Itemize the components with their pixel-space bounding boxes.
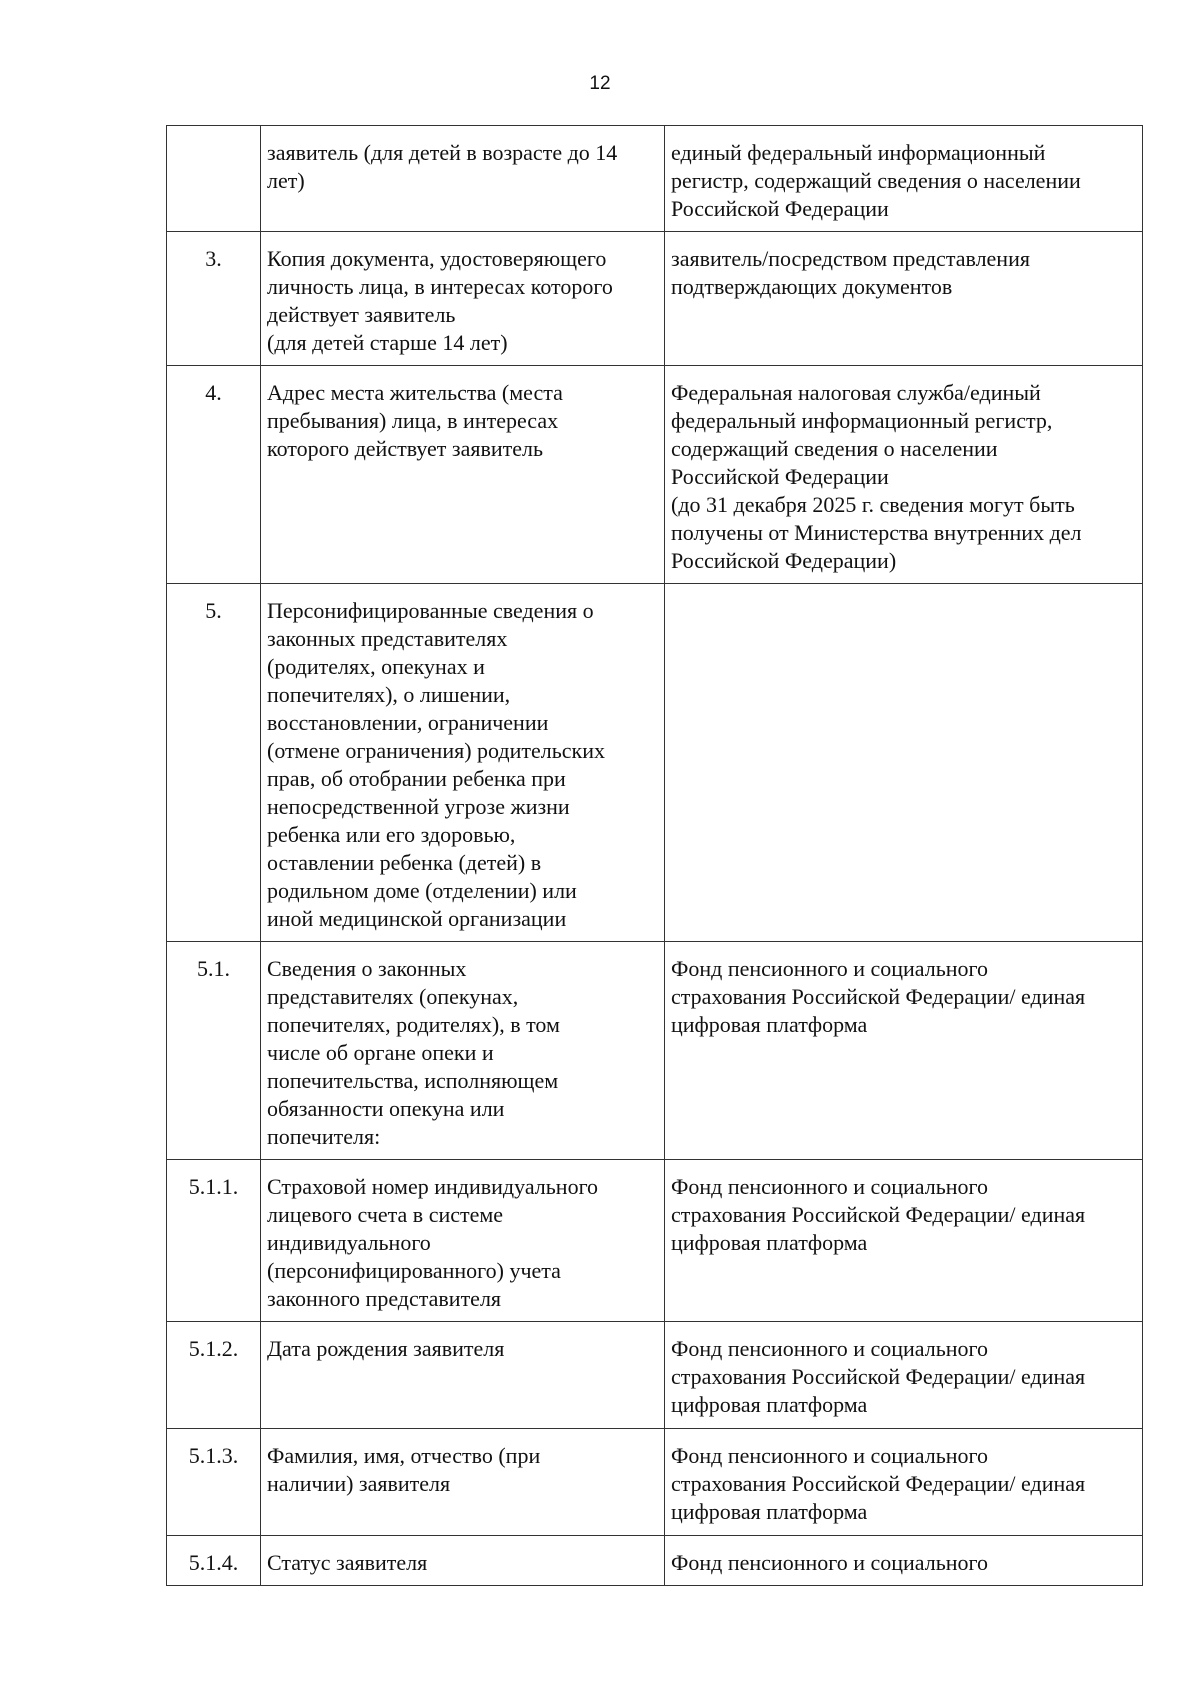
table-row: [167, 1322, 1143, 1429]
table-row: [167, 584, 1143, 942]
table-row: [167, 942, 1143, 1160]
table-row: [167, 1160, 1143, 1322]
row-number: 5.: [167, 584, 261, 942]
row-item: Сведения о законных представителях (опекунах, попечителях, родителях), в том числе об органе опеки и попечительства, исполняющем обязанности опекуна или попечителя:: [261, 942, 665, 1160]
row-item: Дата рождения заявителя: [261, 1322, 665, 1429]
row-item: Фамилия, имя, отчество (при наличии) заявителя: [261, 1429, 665, 1536]
row-source: Фонд пенсионного и социального страхования Российской Федерации/ единая цифровая платформа: [665, 942, 1143, 1160]
row-item: Персонифицированные сведения о законных представителях (родителях, опекунах и попечителях), о лишении, восстановлении, ограничении (отмене ограничения) родительских прав, об отобрании ребенка при непосредственной угрозе жизни ребенка или его здоровью, оставлении ребенка (детей) в родильном доме (отделении) или иной медицинской организации: [261, 584, 665, 942]
table-row: [167, 232, 1143, 366]
row-number: 5.1.: [167, 942, 261, 1160]
row-source: единый федеральный информационный регистр, содержащий сведения о населении Российской Федерации: [665, 126, 1143, 232]
row-number: 5.1.1.: [167, 1160, 261, 1322]
row-source: Федеральная налоговая служба/единый федеральный информационный регистр, содержащий сведения о населении Российской Федерации (до 31 декабря 2025 г. сведения могут быть получены от Министерства внутренних дел Российской Федерации): [665, 366, 1143, 584]
row-item: Статус заявителя: [261, 1536, 665, 1586]
row-item: Адрес места жительства (места пребывания) лица, в интересах которого действует заявитель: [261, 366, 665, 584]
row-item: Страховой номер индивидуального лицевого счета в системе индивидуального (персонифицированного) учета законного представителя: [261, 1160, 665, 1322]
table-row: [167, 366, 1143, 584]
page-number: 12: [589, 73, 611, 94]
row-source: Фонд пенсионного и социального: [665, 1536, 1143, 1586]
row-source: Фонд пенсионного и социального страхования Российской Федерации/ единая цифровая платформа: [665, 1429, 1143, 1536]
row-source: [665, 584, 1143, 942]
row-number: 5.1.2.: [167, 1322, 261, 1429]
row-number: [167, 126, 261, 232]
row-source: Фонд пенсионного и социального страхования Российской Федерации/ единая цифровая платформа: [665, 1322, 1143, 1429]
row-number: 4.: [167, 366, 261, 584]
row-item: Копия документа, удостоверяющего личность лица, в интересах которого действует заявитель (для детей старше 14 лет): [261, 232, 665, 366]
row-source: заявитель/посредством представления подтверждающих документов: [665, 232, 1143, 366]
row-source: Фонд пенсионного и социального страхования Российской Федерации/ единая цифровая платформа: [665, 1160, 1143, 1322]
table-row: [167, 126, 1143, 232]
document-table: [166, 125, 1143, 1586]
table-row: [167, 1429, 1143, 1536]
row-number: 3.: [167, 232, 261, 366]
table-row: [167, 1536, 1143, 1586]
row-number: 5.1.4.: [167, 1536, 261, 1586]
row-item: заявитель (для детей в возрасте до 14 лет): [261, 126, 665, 232]
row-number: 5.1.3.: [167, 1429, 261, 1536]
